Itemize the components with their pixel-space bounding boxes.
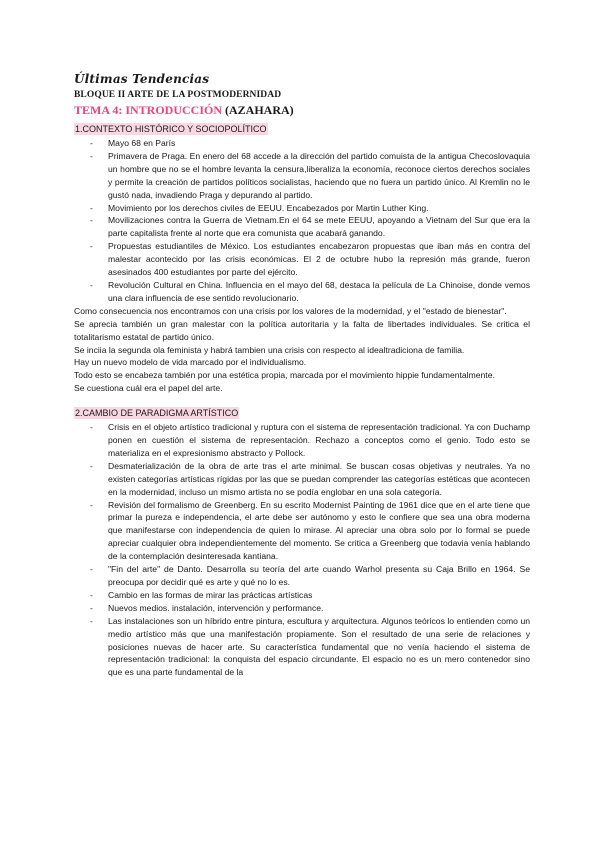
list-item: - Nuevos medios. instalación, intervención y performance.	[74, 602, 530, 615]
paragraph: Se cuestiona cuál era el papel del arte.	[74, 383, 223, 394]
paragraph: Hay un nuevo modelo de vida marcado por el individualismo.	[74, 357, 307, 368]
paradigm-list	[74, 421, 530, 679]
section-paradigm	[74, 403, 530, 679]
list-item: - Desmaterialización de la obra de arte tras el arte minimal. Se buscan cosas objetivas y neutrales. Ya no existen categorías artísticas rígidas por las que se puedan comprender las categorías estéticas que acontecen en la modernidad, incluso un mismo artista no se podía englobar en una sola categoría.	[74, 460, 530, 499]
list-item: - Propuestas estudiantiles de México. Los estudiantes encabezaron propuestas que iban más en contra del malestar acontecido por las crisis económicas. El 2 de octubre hubo la represión más grande, fueron asesinados 400 estudiantes por parte del ejército.	[74, 240, 530, 279]
list-item: - Movilizaciones contra la Guerra de Vietnam.En el 64 se mete EEUU, apoyando a Vietnam del Sur que era la parte capitalista frente al norte que era comunista que acabará ganando.	[74, 214, 530, 240]
tema-title	[74, 102, 530, 119]
tema-suffix: (AZAHARA)	[225, 103, 294, 117]
paragraph: Se inciia la segunda ola feminista y habrá tambien una crisis con respecto al idealtradiciona de familia.	[74, 344, 465, 355]
section-gap	[74, 395, 530, 403]
section-heading-context: 1.CONTEXTO HISTÓRICO Y SOCIOPOLÍTICO	[75, 124, 267, 134]
course-title: Últimas Tendencias	[74, 72, 210, 86]
block-title: BLOQUE II ARTE DE LA POSTMODERNIDAD	[74, 90, 282, 100]
list-item: - Revolución Cultural en China. Influencia en el mayo del 68, destaca la película de La Chinoise, donde vemos una clara influencia de ese sentido revolucionario.	[74, 279, 530, 305]
paragraph: Se aprecia también un gran malestar con la política autoritaria y la falta de libertades individuales. Se critica el totalitarismo estatal de partido único.	[74, 318, 530, 342]
list-item: - Revisión del formalismo de Greenberg. En su escrito Modernist Painting de 1961 dice que en el arte tiene que primar la pureza e independencia, el arte debe ser autónomo y esto le confiere que sea una obra moderna que manifestarse con independencia de quien lo mirase. Al apreciar una obra solo por lo formal se puede apreciar cualquier obra independientemente del momento. Se critica a Greenberg que todavia venía hablando de la contemplación desinteresada kantiana.	[74, 499, 530, 564]
paragraph: Todo esto se encabeza también por una estética propia, marcada por el movimiento hippie fundamentalmente.	[74, 370, 495, 381]
paragraph: Como consecuencia nos encontramos con una crisis por los valores de la modernidad, y el "estado de bienestar".	[74, 305, 507, 316]
section-context	[74, 119, 530, 395]
list-item: - "Fin del arte" de Danto. Desarrolla su teoría del arte cuando Warhol presenta su Caja Brillo en 1964. Se preocupa por decidir qué es arte y qué no lo es.	[74, 563, 530, 589]
list-item: - Las instalaciones son un híbrido entre pintura, escultura y arquitectura. Algunos teóricos lo entienden como un medio artístico más que una manifestación propiamente. Son el resultado de una serie de relaciones y posiciones nuevas de hacer arte. Su característica fundamental que no venía haciendo el sistema de representación tradicional: la conquista del espacio circundante. El espacio no es un mero contenedor sino que es una parte fundamental de la	[74, 615, 530, 680]
list-item: - Crisis en el objeto artístico tradicional y ruptura con el sistema de representación tradicional. Ya con Duchamp ponen en cuestión el sistema de representación. Rechazo a conceptos como el genio. Todo esto se materializa en el expresionismo abstracto y Pollock.	[74, 421, 530, 460]
document-page	[74, 70, 530, 679]
section-heading-paradigm: 2.CAMBIO DE PARADIGMA ARTÍSTICO	[75, 408, 239, 419]
context-list	[74, 137, 530, 305]
list-item: - Primavera de Praga. En enero del 68 accede a la dirección del partido comuista de la antigua Checoslovaquia un hombre que no se el hombre levanta la censura,liberaliza la economía, reconoce ciertos derechos sociales y permite la creación de partidos políticos socialistas, haciendo que no fuera un partido único. Al Kremlin no le gustó nada, invadiendo Praga y depurando al partido.	[74, 150, 530, 202]
list-item: - Mayo 68 en París	[74, 137, 530, 150]
list-item: - Cambio en las formas de mirar las prácticas artísticas	[74, 589, 530, 602]
tema-prefix: TEMA 4: INTRODUCCIÓN	[74, 103, 223, 117]
list-item: - Movimiento por los derechos civiles de EEUU. Encabezados por Martin Luther King.	[74, 202, 530, 215]
